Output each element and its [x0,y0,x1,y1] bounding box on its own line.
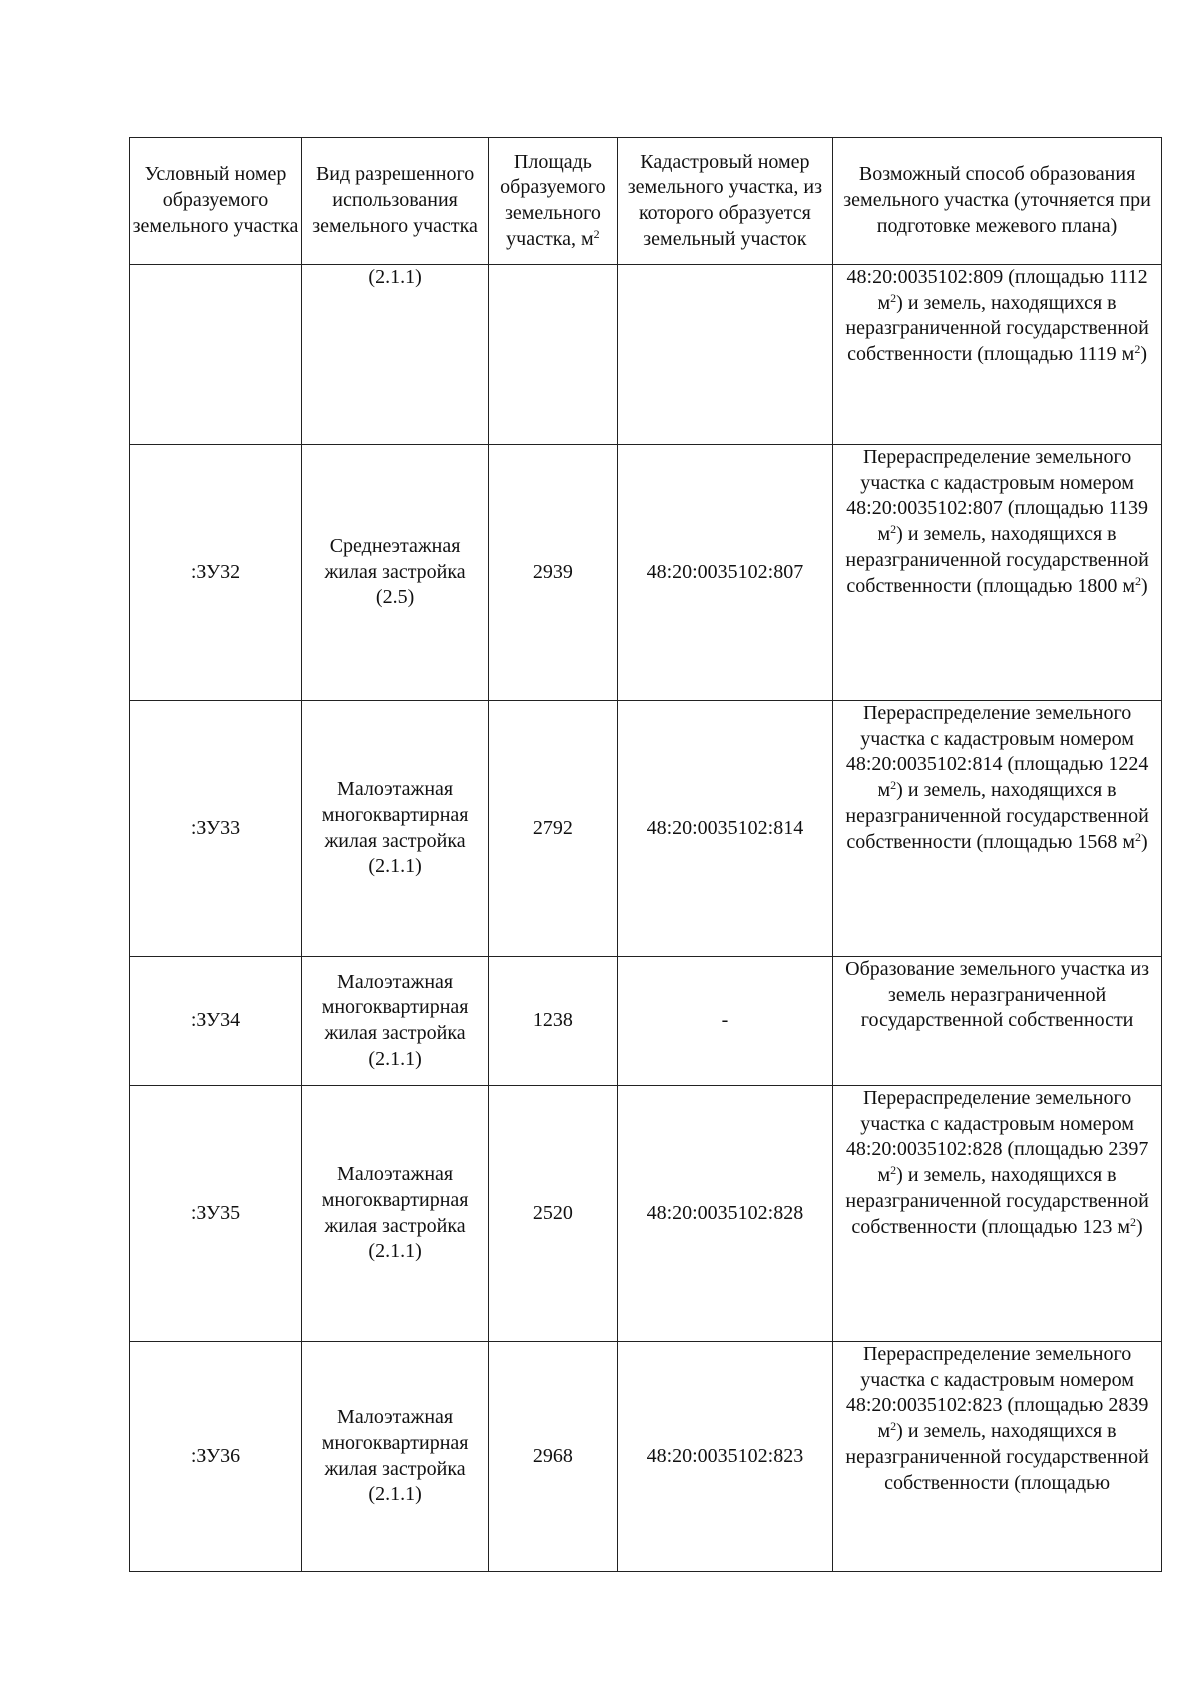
cell-area: 2968 [489,1342,617,1572]
header-area-label: Площадь образуемого земельного участка, м [500,150,606,250]
table-row [130,265,1162,445]
land-plots-table [129,137,1162,1572]
cell-formation-method [833,265,1162,445]
cell-permitted-use: Малоэтажная многоквартирная жилая застройка (2.1.1) [302,1086,489,1342]
cell-formation-method [833,1342,1162,1572]
cell-area: 2792 [489,701,617,957]
cell-formation-method [833,957,1162,1086]
cell-permitted-use: Среднеэтажная жилая застройка (2.5) [302,445,489,701]
table-row [130,1342,1162,1572]
cell-cadastral-number: - [617,957,833,1086]
header-permitted-use: Вид разрешенного использования земельного участка [302,138,489,265]
area-unit-sup: 2 [1135,829,1142,844]
cell-plot-number: :ЗУ32 [130,445,302,701]
cell-area: 2939 [489,445,617,701]
table-row [130,1086,1162,1342]
table-row [130,445,1162,701]
cell-plot-number: :ЗУ33 [130,701,302,957]
header-formation-method: Возможный способ образования земельного участка (уточняется при подготовке межевого плана) [833,138,1162,265]
method-text: 48:20:0035102:809 (площадью 1112 м [846,266,1148,314]
method-text: Образование земельного участка из земель неразграниченной государственной собственности [845,958,1150,1032]
cell-permitted-use: (2.1.1) [302,265,489,445]
cell-permitted-use: Малоэтажная многоквартирная жилая застройка (2.1.1) [302,701,489,957]
method-text: ) [1140,343,1147,366]
area-unit-sup: 2 [1130,1214,1137,1229]
cell-formation-method [833,701,1162,957]
cell-plot-number [130,265,302,445]
cell-cadastral-number: 48:20:0035102:807 [617,445,833,701]
method-text: Перераспределение земельного участка с кадастровым номером 48:20:0035102:814 (площадью 1224 м [845,702,1149,802]
method-text: Перераспределение земельного участка с кадастровым номером 48:20:0035102:823 (площадью 2839 м [845,1343,1149,1443]
cell-cadastral-number [617,265,833,445]
cell-formation-method [833,1086,1162,1342]
header-plot-number: Условный номер образуемого земельного участка [130,138,302,265]
method-text: Перераспределение земельного участка с кадастровым номером 48:20:0035102:807 (площадью 1139 м [846,446,1148,546]
method-text: ) и земель, находящихся в неразграниченной государственной собственности (площадью 1119 м [845,291,1149,366]
area-unit-sup: 2 [890,1163,897,1178]
cell-permitted-use: Малоэтажная многоквартирная жилая застройка (2.1.1) [302,957,489,1086]
header-area [489,138,617,265]
area-unit-sup: 2 [890,778,897,793]
method-text: Перераспределение земельного участка с кадастровым номером 48:20:0035102:828 (площадью 2397 м [845,1087,1149,1187]
cell-permitted-use: Малоэтажная многоквартирная жилая застройка (2.1.1) [302,1342,489,1572]
cell-plot-number: :ЗУ36 [130,1342,302,1572]
method-text: ) и земель, находящихся в неразграниченной государственной собственности (площадью [845,1420,1149,1494]
cell-plot-number: :ЗУ34 [130,957,302,1086]
table-row [130,957,1162,1086]
cell-cadastral-number: 48:20:0035102:828 [617,1086,833,1342]
area-unit-sup: 2 [890,1419,897,1434]
cell-cadastral-number: 48:20:0035102:823 [617,1342,833,1572]
area-unit-sup: 2 [890,290,897,305]
method-text: ) и земель, находящихся в неразграниченной государственной собственности (площадью 1568 м [845,779,1149,853]
cell-area: 2520 [489,1086,617,1342]
method-text: ) и земель, находящихся в неразграниченной государственной собственности (площадью 1800 м [845,523,1149,597]
method-text: ) и земель, находящихся в неразграниченной государственной собственности (площадью 123 м [845,1164,1149,1238]
cell-area [489,265,617,445]
method-text: ) [1141,574,1148,597]
table-header-row [130,138,1162,265]
table-row [130,701,1162,957]
method-text: ) [1136,1215,1143,1238]
cell-formation-method [833,445,1162,701]
header-area-unit-sup: 2 [593,226,600,241]
area-unit-sup: 2 [1135,573,1142,588]
area-unit-sup: 2 [1134,342,1141,357]
cell-cadastral-number: 48:20:0035102:814 [617,701,833,957]
cell-plot-number: :ЗУ35 [130,1086,302,1342]
cell-area: 1238 [489,957,617,1086]
method-text: ) [1141,830,1148,853]
area-unit-sup: 2 [890,522,897,537]
header-cadastral-number: Кадастровый номер земельного участка, из которого образуется земельный участок [617,138,833,265]
